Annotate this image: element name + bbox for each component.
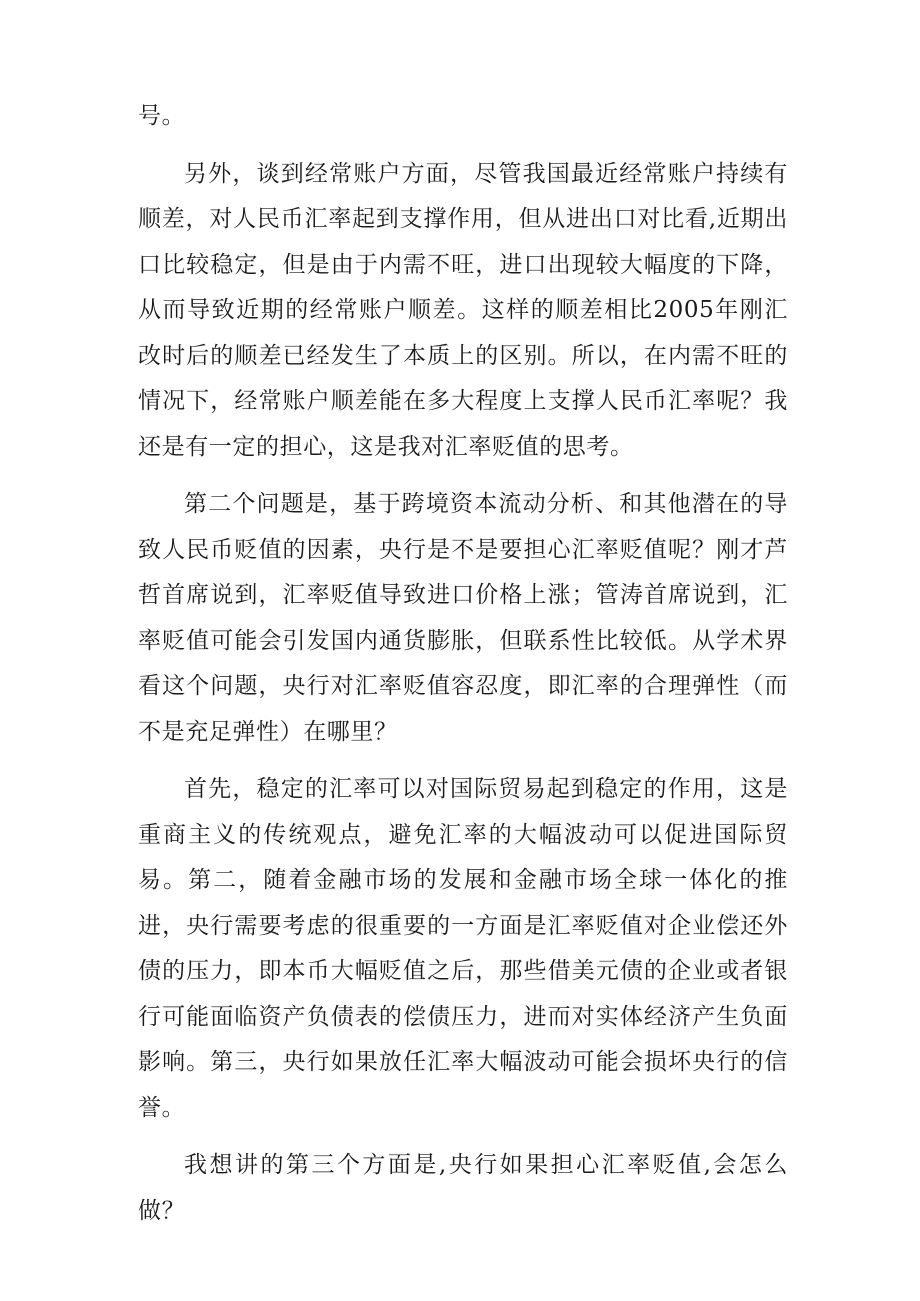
paragraph-4: 首先，稳定的汇率可以对国际贸易起到稳定的作用，这是重商主义的传统观点，避免汇率的大幅波动可以促进国际贸易。第二，随着金融市场的发展和金融市场全球一体化的推进，央行需要考虑的很重要的一方面是汇率贬值对企业偿还外债的压力，即本币大幅贬值之后，那些借美元债的企业或者银行可能面临资产负债表的偿债压力，进而对实体经济产生负面影响。第三，央行如果放任汇率大幅波动可能会损坏央行的信誉。	[138, 776, 788, 1121]
paragraph-2: 另外，谈到经常账户方面，尽管我国最近经常账户持续有顺差，对人民币汇率起到支撑作用，但从进出口对比看,近期出口比较稳定，但是由于内需不旺，进口出现较大幅度的下降，从而导致近期的经常账户顺差。这样的顺差相比2005年刚汇改时后的顺差已经发生了本质上的区别。所以，在内需不旺的情况下，经常账户顺差能在多大程度上支撑人民币汇率呢？我还是有一定的担心，这是我对汇率贬值的思考。	[138, 160, 788, 460]
paragraph-5: 我想讲的第三个方面是,央行如果担心汇率贬值,会怎么做？	[138, 1152, 788, 1224]
document-page	[138, 94, 788, 1234]
paragraph-3: 第二个问题是，基于跨境资本流动分析、和其他潜在的导致人民币贬值的因素，央行是不是要担心汇率贬值呢？刚才芦哲首席说到，汇率贬值导致进口价格上涨；管涛首席说到，汇率贬值可能会引发国内通货膨胀，但联系性比较低。从学术界看这个问题，央行对汇率贬值容忍度，即汇率的合理弹性（而不是充足弹性）在哪里？	[138, 491, 788, 745]
paragraph-1: 号。	[138, 103, 186, 129]
